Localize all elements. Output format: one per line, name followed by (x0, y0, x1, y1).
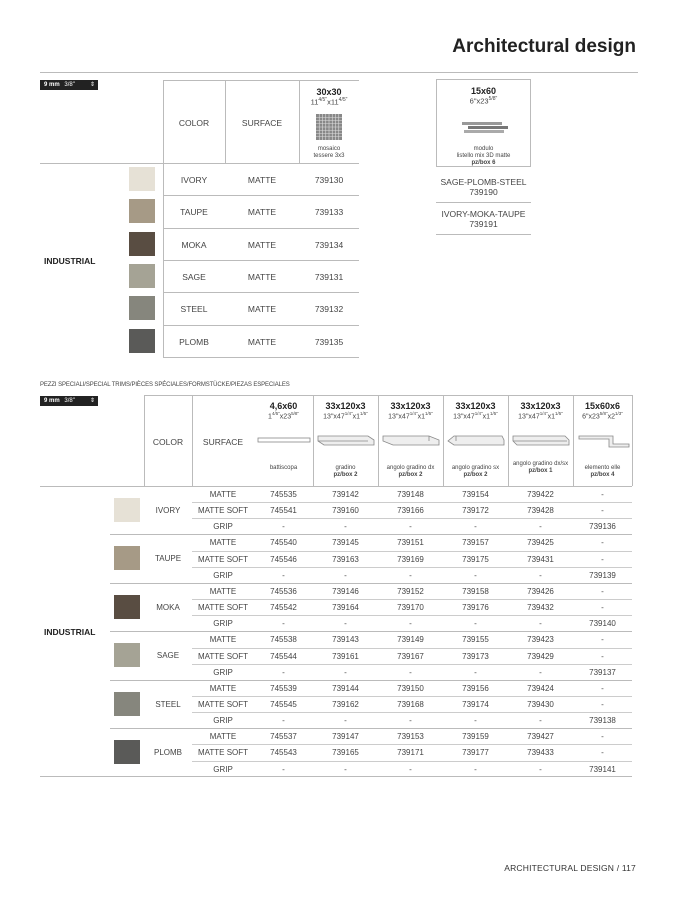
t2-format-size: 33x120x3 (390, 401, 431, 411)
t2-code-cell: - (474, 667, 477, 677)
t2-surface-cell: MATTE SOFT (197, 506, 249, 516)
t2-code-cell: 739433 (527, 748, 554, 758)
module-caption-2: listello mix 3D matte (456, 153, 511, 159)
t2-code-cell: - (344, 619, 347, 629)
t2-format-sub: 13"x47 (518, 413, 540, 421)
module-item (436, 209, 531, 229)
t2-surface-cell: GRIP (213, 619, 233, 629)
t2-code-cell: 739174 (462, 699, 489, 709)
t2-code-cell: - (474, 716, 477, 726)
t2-code-cell: - (601, 490, 604, 499)
t2-code-cell: 739140 (589, 619, 616, 629)
t2-code-cell: 739137 (589, 667, 616, 677)
t2-format-sub: 1 (268, 413, 272, 421)
t2-format-caption (573, 465, 632, 479)
thickness-badge (40, 80, 98, 90)
t2-surface-cell: MATTE (209, 732, 237, 742)
t2-format-header (508, 401, 573, 420)
t1-color-cell: TAUPE (180, 207, 208, 218)
t2-caption-box: pz/box 2 (398, 472, 423, 478)
t1-format-sub-b: x11 (327, 97, 339, 107)
t2-code-cell: 739422 (527, 490, 554, 499)
t2-format-sub2: x1 (352, 413, 360, 421)
t2-format-header (313, 401, 378, 420)
t2-code-cell: - (601, 732, 604, 742)
t2-swatch-taupe (114, 546, 140, 570)
t2-code-cell: - (474, 570, 477, 580)
t1-surface-cell: MATTE (247, 304, 277, 315)
t2-code-cell: 739169 (397, 554, 424, 564)
t2-code-cell: 739423 (527, 635, 554, 645)
t2-code-cell: 745539 (270, 683, 297, 693)
t2-code-cell: 739424 (527, 683, 554, 693)
t2-format-sup2: 1/5" (359, 411, 368, 416)
t2-format-header (378, 401, 443, 420)
t2-code-cell: - (282, 667, 285, 677)
t2-code-cell: - (601, 651, 604, 661)
t2-code-cell: 739175 (462, 554, 489, 564)
t2-caption-box: pz/box 1 (528, 468, 553, 474)
t2-code-cell: 739425 (527, 538, 554, 548)
t2-caption-box: pz/box 4 (590, 472, 615, 478)
step-corner-right-icon (381, 432, 441, 450)
t2-code-cell: - (474, 522, 477, 532)
t2-surface-cell: MATTE SOFT (197, 748, 249, 758)
t1-swatch-sage (129, 264, 155, 288)
t2-format-caption (313, 465, 378, 479)
t2-color-cell: SAGE (156, 651, 180, 661)
t2-code-cell: - (601, 683, 604, 693)
t2-code-cell: 739141 (589, 764, 616, 774)
t2-code-cell: 745544 (270, 651, 297, 661)
t2-format-size: 15x60x6 (584, 401, 621, 411)
t2-code-cell: 739144 (332, 683, 359, 693)
t2-code-cell: 739138 (589, 716, 616, 726)
t2-code-cell: 739173 (462, 651, 489, 661)
t2-code-cell: 739426 (527, 586, 554, 596)
t2-code-cell: - (409, 522, 412, 532)
t2-code-cell: 739431 (527, 554, 554, 564)
t1-color-cell: PLOMB (179, 336, 209, 347)
t2-code-cell: 739167 (397, 651, 424, 661)
t1-format-caption (299, 146, 359, 160)
t2-code-cell: 745541 (270, 506, 297, 516)
module-item-code: 739190 (469, 187, 498, 197)
t2-color-cell: IVORY (155, 506, 181, 515)
t2-format-sup2: 1/5" (489, 411, 498, 416)
mosaic-tile-icon (316, 114, 342, 140)
l-element-icon (573, 432, 633, 450)
t2-code-cell: 739162 (332, 699, 359, 709)
t1-surface-cell: MATTE (247, 271, 277, 282)
t1-format-sup1: 4/5" (318, 97, 328, 103)
t2-surface-cell: GRIP (213, 570, 233, 580)
step-corner-left-icon (446, 432, 506, 450)
t2-format-sub2: x23 (279, 413, 292, 421)
thickness-badge-2 (40, 396, 98, 406)
t2-code-cell: 745545 (270, 699, 297, 709)
t2-code-cell: 739160 (332, 506, 359, 516)
t2-code-cell: - (601, 603, 604, 613)
t1-caption-1: mosaico (317, 146, 341, 152)
t1-collection: INDUSTRIAL (44, 256, 96, 266)
t2-code-cell: - (282, 619, 285, 629)
t2-code-cell: 739159 (462, 732, 489, 742)
t1-code-cell: 739132 (314, 304, 344, 315)
t1-format-size: 30x30 (316, 87, 342, 97)
t2-code-cell: 739170 (397, 603, 424, 613)
t2-collection: INDUSTRIAL (44, 627, 96, 637)
t1-surface-cell: MATTE (247, 207, 277, 218)
t2-code-cell: - (344, 522, 347, 532)
t2-col-surface: SURFACE (202, 437, 244, 447)
t2-format-sub2: x1 (547, 413, 555, 421)
t2-format-caption (508, 461, 573, 475)
t1-code-cell: 739133 (314, 207, 344, 218)
t2-code-cell: - (474, 619, 477, 629)
t2-code-cell: - (344, 764, 347, 774)
t1-surface-cell: MATTE (247, 175, 277, 185)
t2-code-cell: 739171 (397, 748, 424, 758)
t2-format-sup1: 5/8" (599, 411, 608, 416)
t2-surface-cell: MATTE (209, 538, 237, 548)
t2-caption-text: angolo gradino dx/sx (512, 461, 569, 467)
t2-code-cell: - (282, 522, 285, 532)
t2-code-cell: 745538 (270, 635, 297, 645)
t2-code-cell: - (344, 716, 347, 726)
t2-code-cell: - (474, 764, 477, 774)
t2-surface-cell: MATTE SOFT (197, 603, 249, 613)
module-sup: 5/8" (488, 96, 498, 102)
t2-code-cell: 739165 (332, 748, 359, 758)
t1-swatch-plomb (129, 329, 155, 353)
t2-code-cell: 745543 (270, 748, 297, 758)
t2-format-sup2: 1/3" (615, 411, 623, 416)
t2-swatch-plomb (114, 740, 140, 764)
t2-code-cell: 739155 (462, 635, 489, 645)
module-item (436, 177, 531, 197)
t2-code-cell: - (539, 716, 542, 726)
t2-swatch-moka (114, 595, 140, 619)
t2-code-cell: - (409, 619, 412, 629)
t1-color-cell: IVORY (180, 175, 208, 185)
t2-format-sub2: x1 (482, 413, 490, 421)
t2-format-size: 33x120x3 (455, 401, 496, 411)
skirting-icon (254, 432, 314, 450)
module-item-name: IVORY-MOKA-TAUPE (441, 209, 526, 219)
t2-format-sup2: 5/8" (291, 411, 299, 416)
thickness-inch: 3/8" (64, 82, 75, 88)
t2-code-cell: 739156 (462, 683, 489, 693)
t2-code-cell: 739146 (332, 586, 359, 596)
t2-code-cell: 739163 (332, 554, 359, 564)
t2-format-sub2: x1 (417, 413, 425, 421)
t2-code-cell: 739153 (397, 732, 424, 742)
t2-swatch-ivory (114, 498, 140, 522)
t1-surface-cell: MATTE (247, 239, 277, 250)
module-sub-a: 6"x23 (469, 96, 489, 106)
t2-caption-text: gradino (335, 465, 356, 471)
page-footer: ARCHITECTURAL DESIGN / 117 (504, 863, 636, 873)
t2-code-cell: - (539, 619, 542, 629)
module-header (436, 86, 531, 106)
t2-code-cell: 745540 (270, 538, 297, 548)
t2-swatch-sage (114, 643, 140, 667)
module-item-code: 739191 (469, 219, 498, 229)
t1-col-surface: SURFACE (241, 118, 283, 128)
t2-format-sub2: x2 (607, 413, 616, 421)
t2-code-cell: 739166 (397, 506, 424, 516)
t2-code-cell: - (344, 667, 347, 677)
t2-format-sup1: 4/5" (271, 411, 280, 416)
t1-color-cell: MOKA (181, 239, 207, 250)
t2-format-sup1: 1/4" (344, 411, 353, 416)
t2-format-size: 4,6x60 (269, 401, 298, 411)
t2-format-sup1: 1/4" (409, 411, 418, 416)
t2-caption-text: battiscopa (269, 465, 298, 471)
t2-surface-cell: MATTE SOFT (197, 651, 249, 661)
thickness-value-2: 9 mm (44, 398, 60, 404)
t2-color-cell: MOKA (156, 602, 180, 612)
t2-code-cell: - (539, 667, 542, 677)
t2-format-sub: 13"x47 (323, 413, 345, 421)
t2-caption-text: angolo gradino sx (451, 465, 500, 471)
t1-surface-cell: MATTE (247, 336, 277, 347)
t1-format-sup2: 4/5" (338, 97, 348, 103)
t1-swatch-taupe (129, 199, 155, 223)
t2-code-cell: - (539, 570, 542, 580)
listello-3d-icon (462, 121, 508, 135)
module-caption (436, 146, 531, 167)
t2-code-cell: 739154 (462, 490, 489, 499)
t2-code-cell: - (601, 586, 604, 596)
t2-code-cell: - (282, 716, 285, 726)
t2-surface-cell: GRIP (213, 667, 233, 677)
t2-code-cell: - (601, 506, 604, 516)
thickness-inch-2: 3/8" (64, 398, 75, 404)
t2-caption-text: angolo gradino dx (386, 465, 435, 471)
t1-color-cell: STEEL (180, 304, 208, 315)
t2-code-cell: 745542 (270, 603, 297, 613)
t2-code-cell: 739158 (462, 586, 489, 596)
t2-surface-cell: MATTE (209, 586, 237, 596)
t2-code-cell: 739177 (462, 748, 489, 758)
t1-code-cell: 739131 (314, 271, 344, 282)
t2-format-caption (443, 465, 508, 479)
t1-swatch-moka (129, 232, 155, 256)
t2-format-size: 33x120x3 (520, 401, 561, 411)
t2-code-cell: 745535 (270, 490, 297, 499)
thickness-arrow-icon-2: ⇕ (89, 398, 95, 404)
title-divider (40, 72, 638, 73)
t2-code-cell: - (409, 667, 412, 677)
t2-code-cell: 739147 (332, 732, 359, 742)
t2-format-header (443, 401, 508, 420)
t2-code-cell: 739172 (462, 506, 489, 516)
t2-surface-cell: MATTE (209, 635, 237, 645)
t2-code-cell: 739176 (462, 603, 489, 613)
t2-swatch-steel (114, 692, 140, 716)
t2-surface-cell: MATTE (209, 490, 237, 499)
thickness-arrow-icon: ⇕ (89, 82, 95, 88)
t2-code-cell: - (601, 554, 604, 564)
t2-code-cell: 739139 (589, 570, 616, 580)
t2-color-cell: STEEL (155, 699, 181, 709)
step-icon (316, 432, 376, 450)
t1-code-cell: 739135 (314, 336, 344, 347)
t1-code-cell: 739130 (314, 175, 344, 185)
t2-code-cell: 745536 (270, 586, 297, 596)
t2-code-cell: - (344, 570, 347, 580)
t2-code-cell: 739143 (332, 635, 359, 645)
t2-code-cell: 739430 (527, 699, 554, 709)
page-title: Architectural design (452, 36, 636, 57)
t2-caption-box: pz/box 2 (333, 472, 358, 478)
t2-code-cell: 739150 (397, 683, 424, 693)
t2-code-cell: 739148 (397, 490, 424, 499)
t2-code-cell: - (601, 748, 604, 758)
t2-format-sub: 13"x47 (453, 413, 475, 421)
t2-surface-cell: MATTE SOFT (197, 554, 249, 564)
t2-code-cell: 739152 (397, 586, 424, 596)
t2-code-cell: 739428 (527, 506, 554, 516)
t1-color-cell: SAGE (182, 271, 206, 282)
t2-code-cell: 739164 (332, 603, 359, 613)
t2-code-cell: 745537 (270, 732, 297, 742)
t2-code-cell: 739432 (527, 603, 554, 613)
t2-surface-cell: MATTE SOFT (197, 699, 249, 709)
t2-code-cell: 739429 (527, 651, 554, 661)
t2-code-cell: 739151 (397, 538, 424, 548)
t2-code-cell: 745546 (270, 554, 297, 564)
t2-code-cell: 739168 (397, 699, 424, 709)
t1-format-sub-a: 11 (310, 97, 319, 107)
t2-format-caption (254, 465, 313, 472)
t1-code-cell: 739134 (314, 239, 344, 250)
t1-swatch-ivory (129, 167, 155, 191)
module-item-name: SAGE-PLOMB-STEEL (440, 177, 527, 187)
t1-caption-2: tessere 3x3 (313, 153, 345, 159)
t2-code-cell: - (539, 764, 542, 774)
t2-code-cell: - (282, 764, 285, 774)
t2-format-header (254, 401, 313, 420)
module-caption-3: pz/box 6 (471, 160, 496, 166)
step-corner-both-icon (511, 432, 571, 450)
t2-code-cell: 739427 (527, 732, 554, 742)
t2-code-cell: 739149 (397, 635, 424, 645)
t2-code-cell: - (539, 522, 542, 532)
t2-format-sub: 13"x47 (388, 413, 410, 421)
t2-caption-text: elemento elle (584, 465, 621, 471)
t2-code-cell: 739161 (332, 651, 359, 661)
t2-code-cell: - (601, 699, 604, 709)
t2-format-sup1: 1/4" (539, 411, 548, 416)
t2-code-cell: - (409, 716, 412, 726)
t2-surface-cell: GRIP (213, 716, 233, 726)
t2-code-cell: - (409, 570, 412, 580)
t2-format-header (573, 401, 632, 420)
t2-code-cell: - (601, 538, 604, 548)
t2-code-cell: 739136 (589, 522, 616, 532)
t2-format-sub: 6"x23 (582, 413, 600, 421)
t2-format-caption (378, 465, 443, 479)
t2-surface-cell: GRIP (213, 764, 233, 774)
t2-surface-cell: MATTE (209, 683, 237, 693)
t2-code-cell: - (282, 570, 285, 580)
module-caption-1: modulo (473, 146, 494, 152)
t2-code-cell: 739145 (332, 538, 359, 548)
t2-format-sup1: 1/4" (474, 411, 483, 416)
thickness-value: 9 mm (44, 82, 60, 88)
t2-format-sup2: 1/5" (554, 411, 563, 416)
t2-color-cell: TAUPE (154, 554, 182, 564)
special-trims-label: PEZZI SPECIALI/SPECIAL TRIMS/PIÈCES SPÉCIALES/FORMSTÜCKE/PIEZAS ESPECIALES (40, 382, 290, 388)
t2-code-cell: - (601, 635, 604, 645)
t1-swatch-steel (129, 296, 155, 320)
t2-surface-cell: GRIP (213, 522, 233, 532)
t2-caption-box: pz/box 2 (463, 472, 488, 478)
t2-format-sup2: 1/5" (424, 411, 433, 416)
t1-col-color: COLOR (178, 118, 210, 128)
t2-format-size: 33x120x3 (325, 401, 366, 411)
module-size: 15x60 (470, 86, 497, 96)
t2-code-cell: 739157 (462, 538, 489, 548)
t2-color-cell: PLOMB (153, 748, 182, 758)
t2-code-cell: - (409, 764, 412, 774)
t1-format-header (299, 87, 359, 107)
t2-code-cell: 739142 (332, 490, 359, 499)
t2-col-color: COLOR (152, 437, 184, 447)
